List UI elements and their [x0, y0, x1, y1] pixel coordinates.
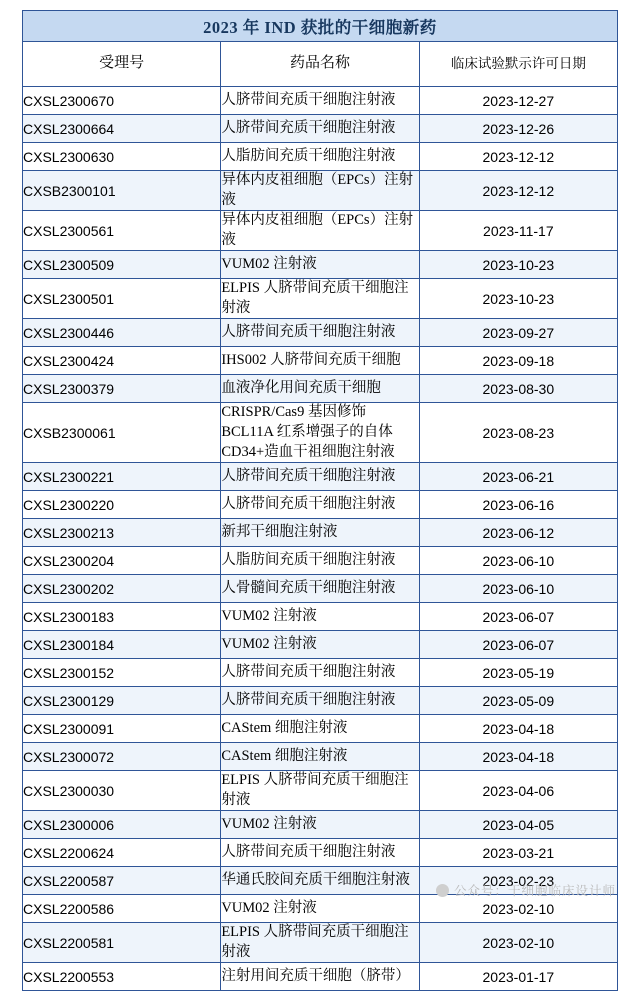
cell-id: CXSL2300006	[23, 811, 221, 839]
cell-id: CXSL2300091	[23, 715, 221, 743]
column-header-name: 药品名称	[221, 42, 419, 87]
ind-approvals-table	[22, 10, 618, 991]
cell-name: 新邦干细胞注射液	[221, 519, 419, 547]
table-row	[23, 963, 618, 991]
cell-name: 人脂肪间充质干细胞注射液	[221, 547, 419, 575]
table-row	[23, 251, 618, 279]
table-header-row	[23, 42, 618, 87]
cell-name: VUM02 注射液	[221, 631, 419, 659]
table-row	[23, 143, 618, 171]
cell-id: CXSL2300221	[23, 463, 221, 491]
cell-id: CXSL2300501	[23, 279, 221, 319]
cell-name: 人骨髓间充质干细胞注射液	[221, 575, 419, 603]
cell-name: CRISPR/Cas9 基因修饰 BCL11A 红系增强子的自体 CD34+造血干祖细胞注射液	[221, 403, 419, 463]
table-row	[23, 687, 618, 715]
watermark	[436, 881, 616, 899]
cell-date: 2023-06-16	[419, 491, 617, 519]
cell-date: 2023-02-10	[419, 923, 617, 963]
cell-id: CXSL2300129	[23, 687, 221, 715]
cell-date: 2023-10-23	[419, 279, 617, 319]
cell-id: CXSL2300204	[23, 547, 221, 575]
cell-name: IHS002 人脐带间充质干细胞	[221, 347, 419, 375]
cell-name: 注射用间充质干细胞（脐带）	[221, 963, 419, 991]
cell-date: 2023-02-23	[419, 867, 617, 895]
cell-id: CXSL2300072	[23, 743, 221, 771]
cell-name: 人脂肪间充质干细胞注射液	[221, 143, 419, 171]
column-header-date: 临床试验默示许可日期	[419, 42, 617, 87]
cell-name: 人脐带间充质干细胞注射液	[221, 839, 419, 867]
table-title-row	[23, 11, 618, 42]
cell-name: 人脐带间充质干细胞注射液	[221, 659, 419, 687]
cell-date: 2023-11-17	[419, 211, 617, 251]
cell-name: VUM02 注射液	[221, 811, 419, 839]
cell-date: 2023-06-10	[419, 575, 617, 603]
cell-name: CAStem 细胞注射液	[221, 715, 419, 743]
cell-id: CXSL2300561	[23, 211, 221, 251]
cell-name: ELPIS 人脐带间充质干细胞注射液	[221, 923, 419, 963]
cell-name: 人脐带间充质干细胞注射液	[221, 687, 419, 715]
cell-id: CXSL2300213	[23, 519, 221, 547]
table-row	[23, 715, 618, 743]
cell-name: 人脐带间充质干细胞注射液	[221, 491, 419, 519]
cell-date: 2023-09-27	[419, 319, 617, 347]
table-row	[23, 547, 618, 575]
table-row	[23, 603, 618, 631]
cell-id: CXSL2300509	[23, 251, 221, 279]
cell-date: 2023-08-23	[419, 403, 617, 463]
cell-id: CXSL2200586	[23, 895, 221, 923]
cell-date: 2023-03-21	[419, 839, 617, 867]
cell-date: 2023-12-12	[419, 143, 617, 171]
table-row	[23, 347, 618, 375]
cell-name: 异体内皮祖细胞（EPCs）注射液	[221, 211, 419, 251]
cell-date: 2023-04-06	[419, 771, 617, 811]
cell-name: 人脐带间充质干细胞注射液	[221, 115, 419, 143]
table-row	[23, 115, 618, 143]
cell-id: CXSL2300446	[23, 319, 221, 347]
cell-id: CXSL2300664	[23, 115, 221, 143]
cell-name: VUM02 注射液	[221, 895, 419, 923]
cell-name: VUM02 注射液	[221, 603, 419, 631]
cell-id: CXSL2200581	[23, 923, 221, 963]
cell-date: 2023-05-19	[419, 659, 617, 687]
table-row	[23, 171, 618, 211]
cell-date: 2023-04-05	[419, 811, 617, 839]
table-row	[23, 319, 618, 347]
table-row	[23, 463, 618, 491]
column-header-id: 受理号	[23, 42, 221, 87]
cell-date: 2023-10-23	[419, 251, 617, 279]
cell-name: ELPIS 人脐带间充质干细胞注射液	[221, 771, 419, 811]
cell-date: 2023-04-18	[419, 715, 617, 743]
cell-id: CXSL2300202	[23, 575, 221, 603]
cell-name: 华通氏胶间充质干细胞注射液	[221, 867, 419, 895]
table-row	[23, 375, 618, 403]
cell-name: 异体内皮祖细胞（EPCs）注射液	[221, 171, 419, 211]
table-row	[23, 575, 618, 603]
table-row	[23, 743, 618, 771]
cell-id: CXSL2300379	[23, 375, 221, 403]
cell-date: 2023-01-17	[419, 963, 617, 991]
cell-id: CXSL2200624	[23, 839, 221, 867]
table-row	[23, 87, 618, 115]
cell-id: CXSL2300152	[23, 659, 221, 687]
cell-name: 人脐带间充质干细胞注射液	[221, 463, 419, 491]
table-row	[23, 923, 618, 963]
cell-date: 2023-12-12	[419, 171, 617, 211]
cell-id: CXSL2300184	[23, 631, 221, 659]
cell-id: CXSL2300030	[23, 771, 221, 811]
table-body	[23, 11, 618, 991]
table-row	[23, 631, 618, 659]
cell-date: 2023-06-07	[419, 603, 617, 631]
watermark-logo-icon	[436, 884, 449, 897]
cell-date: 2023-12-27	[419, 87, 617, 115]
cell-date: 2023-08-30	[419, 375, 617, 403]
table-row	[23, 811, 618, 839]
cell-name: 血液净化用间充质干细胞	[221, 375, 419, 403]
cell-id: CXSB2300061	[23, 403, 221, 463]
cell-date: 2023-05-09	[419, 687, 617, 715]
cell-id: CXSL2300670	[23, 87, 221, 115]
table-row	[23, 491, 618, 519]
cell-name: 人脐带间充质干细胞注射液	[221, 319, 419, 347]
cell-date: 2023-04-18	[419, 743, 617, 771]
cell-id: CXSB2300101	[23, 171, 221, 211]
cell-id: CXSL2300630	[23, 143, 221, 171]
watermark-text: 公众号：干细胞临床设计师	[453, 884, 616, 898]
cell-name: ELPIS 人脐带间充质干细胞注射液	[221, 279, 419, 319]
cell-name: CAStem 细胞注射液	[221, 743, 419, 771]
cell-id: CXSL2300183	[23, 603, 221, 631]
cell-date: 2023-06-21	[419, 463, 617, 491]
cell-date: 2023-09-18	[419, 347, 617, 375]
cell-date: 2023-12-26	[419, 115, 617, 143]
cell-name: VUM02 注射液	[221, 251, 419, 279]
table-row	[23, 211, 618, 251]
table-row	[23, 771, 618, 811]
cell-date: 2023-06-10	[419, 547, 617, 575]
cell-id: CXSL2300424	[23, 347, 221, 375]
table-row	[23, 519, 618, 547]
table-row	[23, 659, 618, 687]
page-title: 2023 年 IND 获批的干细胞新药	[23, 11, 618, 42]
table-row	[23, 839, 618, 867]
cell-id: CXSL2300220	[23, 491, 221, 519]
cell-id: CXSL2200587	[23, 867, 221, 895]
cell-date: 2023-06-12	[419, 519, 617, 547]
cell-date: 2023-02-10	[419, 895, 617, 923]
table-row	[23, 279, 618, 319]
cell-id: CXSL2200553	[23, 963, 221, 991]
cell-name: 人脐带间充质干细胞注射液	[221, 87, 419, 115]
cell-date: 2023-06-07	[419, 631, 617, 659]
table-row	[23, 403, 618, 463]
